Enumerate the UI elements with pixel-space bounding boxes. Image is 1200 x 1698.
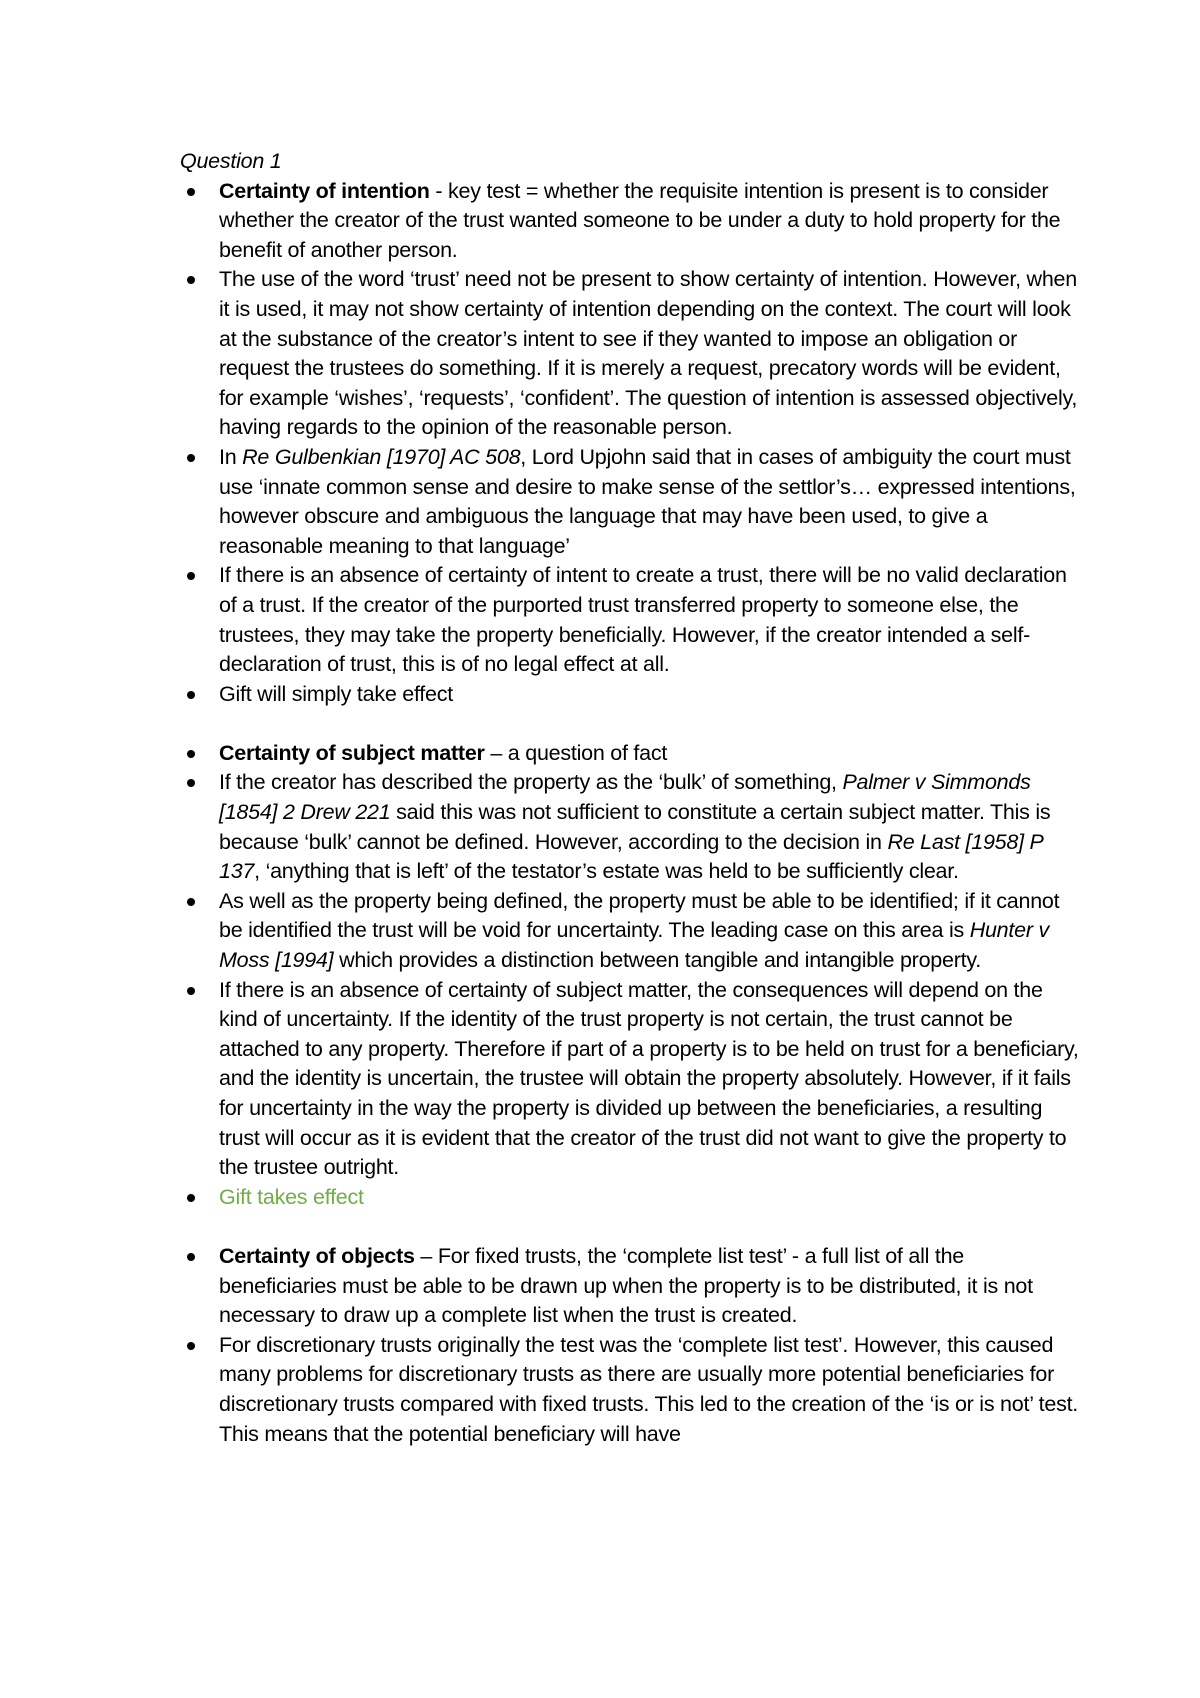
case-citation: Hunter v Moss [1994] bbox=[219, 918, 1049, 973]
list-item: As well as the property being defined, the property must be able to be identified; if it cannot be identified the trust will be void for uncertainty. The leading case on this area is Hunter v Moss [1994] which provides a distinction between tangible and intangible property. bbox=[180, 887, 1080, 976]
list-item: If there is an absence of certainty of subject matter, the consequences will depend on the kind of uncertainty. If the identity of the trust property is not certain, the trust cannot be attached to any property. Therefore if part of a property is to be held on trust for a beneficiary, and the identity is uncertain, the trustee will obtain the property absolutely. However, if it fails for uncertainty in the way the property is divided up between the beneficiaries, a resulting trust will occur as it is evident that the creator of the trust did not want to give the property to the trustee outright. bbox=[180, 976, 1080, 1183]
bold-heading: Certainty of subject matter bbox=[219, 740, 485, 765]
list-item: Certainty of objects – For fixed trusts, the ‘complete list test’ - a full list of all the beneficiaries must be able to be drawn up when the property is to be distributed, it is not necessary to draw up a complete list when the trust is created. bbox=[180, 1242, 1080, 1331]
list-item: If there is an absence of certainty of intent to create a trust, there will be no valid declaration of a trust. If the creator of the purported trust transferred property to someone else, the trustees, they may take the property beneficially. However, if the creator intended a self-declaration of trust, this is of no legal effect at all. bbox=[180, 561, 1080, 679]
list-item: Gift will simply take effect bbox=[180, 680, 1080, 710]
case-citation: Palmer v Simmonds [1854] 2 Drew 221 bbox=[219, 770, 1031, 825]
list-item: If the creator has described the property as the ‘bulk’ of something, Palmer v Simmonds [1854] 2 Drew 221 said this was not sufficient to constitute a certain subject matter. This is because ‘bulk’ cannot be defined. However, according to the decision in Re Last [1958] P 137, ‘anything that is left’ of the testator’s estate was held to be sufficiently clear. bbox=[180, 768, 1080, 886]
list-item: For discretionary trusts originally the test was the ‘complete list test’. However, this caused many problems for discretionary trusts as there are usually more potential beneficiaries for discretionary trusts compared with fixed trusts. This led to the creation of the ‘is or is not’ test. This means that the potential beneficiary will have bbox=[180, 1331, 1080, 1449]
case-citation: Re Gulbenkian [1970] AC 508 bbox=[242, 444, 521, 469]
bold-heading: Certainty of objects bbox=[219, 1243, 415, 1268]
bold-heading: Certainty of intention bbox=[219, 178, 430, 203]
section-certainty-of-intention bbox=[180, 177, 1080, 710]
list-item: The use of the word ‘trust’ need not be present to show certainty of intention. However, when it is used, it may not show certainty of intention depending on the context. The court will look at the substance of the creator’s intent to see if they wanted to impose an obligation or request the trustees do something. If it is merely a request, precatory words will be evident, for example ‘wishes’, ‘requests’, ‘confident’. The question of intention is assessed objectively, having regards to the opinion of the reasonable person. bbox=[180, 265, 1080, 443]
case-citation: Re Last [1958] P 137 bbox=[219, 829, 1043, 884]
section-certainty-of-subject-matter bbox=[180, 739, 1080, 1213]
list-item: Certainty of subject matter – a question of fact bbox=[180, 739, 1080, 769]
section-certainty-of-objects bbox=[180, 1242, 1080, 1449]
green-text: Gift takes effect bbox=[219, 1184, 364, 1209]
blank-line bbox=[180, 709, 1080, 739]
question-title: Question 1 bbox=[180, 149, 282, 173]
list-item: Certainty of intention - key test = whether the requisite intention is present is to consider whether the creator of the trust wanted someone to be under a duty to hold property for the benefit of another person. bbox=[180, 177, 1080, 266]
document-content bbox=[180, 147, 1080, 1449]
blank-line bbox=[180, 1212, 1080, 1242]
list-item-green bbox=[180, 1183, 1080, 1213]
list-item: In Re Gulbenkian [1970] AC 508, Lord Upjohn said that in cases of ambiguity the court must use ‘innate common sense and desire to make sense of the settlor’s… expressed intentions, however obscure and ambiguous the language that may have been used, to give a reasonable meaning to that language’ bbox=[180, 443, 1080, 561]
